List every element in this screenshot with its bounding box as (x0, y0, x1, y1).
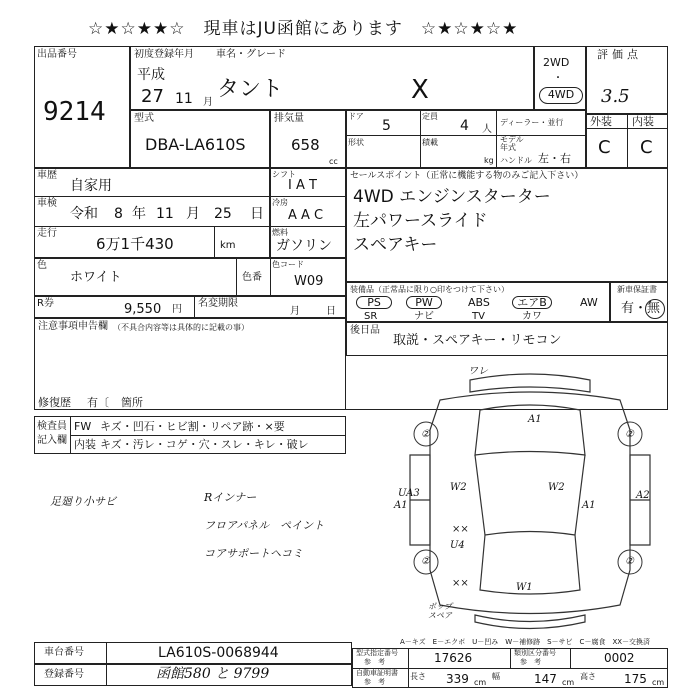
equip-aw: AW (580, 296, 598, 309)
notes-label: 注意事項申告欄 (38, 321, 108, 332)
handwritten-right-2: フロアパネル ペイント (204, 519, 325, 532)
diagram-c2-fr: ② (625, 429, 634, 440)
inspector-interior: 内装 (74, 438, 96, 451)
equip-pw: PW (406, 296, 442, 309)
int-label: 内装 (632, 115, 654, 128)
inspection-month: 11 (156, 206, 174, 222)
diagram-xx-2: ×× (452, 578, 469, 589)
height-unit: cm (652, 678, 665, 687)
notes-note: （不具合内容等は具体的に記載の事） (113, 323, 249, 332)
handwritten-left: 足廻り小サビ (50, 495, 116, 508)
length-value: 339 (446, 672, 469, 686)
lot-label: 出品番号 (37, 49, 77, 60)
equip-ps: PS (356, 296, 392, 309)
width-value: 147 (534, 672, 557, 686)
name-change-day: 日 (326, 306, 336, 317)
accessories-box (346, 322, 668, 356)
plate-label: 登録番号 (44, 669, 84, 680)
capacity-unit: 人 (482, 124, 492, 135)
header-title: ☆★☆★★☆ 現車はJU函館にあります ☆★☆★☆★ (88, 19, 519, 39)
cert-ref: 参 考 (364, 678, 385, 686)
inspection-label: 車検 (37, 198, 57, 209)
height-label: 高さ (580, 672, 596, 681)
drive-dot: ・ (553, 73, 563, 84)
diagram-xx-1: ×× (452, 524, 469, 535)
warranty-label: 新車保証書 (617, 285, 657, 294)
color-code-value: W09 (294, 274, 324, 289)
dealer-label: ディーラー・並行 (500, 118, 564, 127)
displacement-unit: cc (329, 157, 338, 166)
diagram-a1-top: A1 (528, 414, 542, 425)
notes-box (34, 318, 346, 410)
diagram-w2-left: W2 (450, 482, 467, 493)
drive-2wd: 2WD (543, 56, 570, 69)
model-year-label: モデル 年式 (500, 135, 524, 152)
type-number-value: 17626 (434, 651, 473, 665)
fuel-label: 燃料 (272, 228, 288, 237)
accessories-label: 後日品 (350, 325, 380, 336)
inspection-year: 8 (114, 206, 123, 222)
accessories-value: 取説・スペアキー・リモコン (393, 333, 562, 348)
repair-label: 修復歴 (38, 396, 71, 409)
equip-airbag: エアB (512, 296, 552, 309)
ext-value: C (598, 137, 611, 158)
diagram-ua3: UA3 (398, 488, 420, 499)
car-diagram (380, 360, 680, 640)
inspector-fw: FW (74, 420, 92, 433)
equipment-label: 装備品（正常品に限り○印をつけて下さい） (350, 285, 509, 294)
equip-sr: SR (364, 311, 378, 322)
recycle-label: R券 (37, 298, 54, 309)
displacement-value: 658 (291, 136, 320, 154)
displacement-box (270, 110, 346, 168)
equip-leather: カワ (522, 311, 542, 322)
length-unit: cm (474, 678, 487, 687)
color-code-label: 色コード (272, 260, 304, 269)
sales-point-2: 左パワースライド (353, 211, 488, 231)
color-code-num-label: 色番 (242, 272, 262, 283)
lot-number: 9214 (43, 97, 106, 127)
damage-legend: A－キズ E－エクボ U－凹み W－補修跡 S－サビ C－腐食 XX－交換済 (400, 638, 651, 646)
load-unit: kg (484, 156, 494, 165)
name-change-label: 名変期限 (198, 298, 238, 309)
inspection-year-unit: 年 (132, 206, 146, 222)
drive-4wd: 4WD (539, 87, 583, 104)
diagram-a2: A2 (636, 490, 650, 501)
equip-abs: ABS (468, 296, 490, 309)
inspection-month-unit: 月 (186, 206, 200, 222)
reg-era: 平成 (137, 67, 165, 83)
car-name: タント (217, 77, 284, 102)
diagram-a1-right: A1 (582, 500, 596, 511)
drive-box (534, 46, 586, 110)
car-name-label: 車名・グレード (216, 49, 286, 60)
handle-label: ハンドル (500, 156, 532, 165)
color-label: 色 (37, 260, 47, 271)
diagram-front-label: ワレ (468, 366, 488, 377)
doors-label: ドア (348, 112, 364, 121)
history-value: 自家用 (70, 178, 112, 194)
history-label: 車歴 (37, 170, 57, 181)
ac-label: 冷房 (272, 198, 288, 207)
fuel-value: ガソリン (276, 238, 332, 254)
load-label: 積載 (422, 138, 438, 147)
diagram-w1: W1 (516, 582, 533, 593)
equip-tv: TV (472, 311, 485, 322)
diagram-u4: U4 (450, 540, 465, 551)
capacity-label: 定員 (422, 112, 438, 121)
inspector-row-1: キズ・凹石・ヒビ割・リペア跡・×要 (100, 420, 285, 433)
lot-box (34, 46, 130, 168)
model-box (130, 110, 270, 168)
class-number-value: 0002 (604, 651, 635, 665)
class-number-ref: 参 考 (520, 658, 541, 666)
diagram-c2-rl: ② (421, 556, 430, 567)
plate-value: 函館580 と 9799 (156, 666, 270, 682)
name-change-month: 月 (290, 306, 300, 317)
capacity-value: 4 (460, 118, 469, 134)
warranty-value: 有・無 (621, 301, 661, 316)
inspector-label-1: 検査員 (37, 421, 67, 432)
handle-value: 左・右 (538, 152, 571, 165)
chassis-value: LA610S-0068944 (158, 645, 279, 661)
sales-points-label: セールスポイント（正常に機能する物のみご記入下さい） (350, 171, 584, 181)
reg-year: 27 (141, 86, 164, 107)
repair-unit: 箇所 (121, 396, 143, 409)
diagram-a1-left: A1 (394, 500, 408, 511)
inspector-row-2: キズ・汚レ・コゲ・穴・スレ・キレ・破レ (100, 438, 309, 451)
diagram-c2-rr: ② (625, 556, 634, 567)
sales-point-3: スペアキー (353, 235, 438, 255)
reg-month: 11 (175, 91, 193, 107)
score-label: 評価点 (597, 48, 642, 61)
shift-label: シフト (272, 170, 296, 179)
score-box (586, 46, 668, 114)
displacement-label: 排気量 (274, 113, 304, 124)
shift-value: I A T (288, 178, 317, 193)
inspection-day: 25 (214, 206, 232, 222)
reg-label: 初度登録年月 (134, 49, 194, 60)
score-value: 3.5 (601, 86, 630, 107)
repair-value: 有〔 (87, 396, 109, 409)
car-grade: X (411, 75, 429, 105)
chassis-label: 車台番号 (44, 647, 84, 658)
registration-box (130, 46, 534, 110)
height-value: 175 (624, 672, 647, 686)
length-label: 長さ (410, 672, 426, 681)
mileage-value: 6万1千430 (96, 235, 174, 253)
type-number-ref: 参 考 (364, 658, 385, 666)
recycle-value: 9,550 (124, 302, 162, 317)
equip-navi: ナビ (414, 311, 434, 322)
diagram-spare: ポップ スペア (428, 602, 452, 620)
type-number-label: 型式指定番号 (356, 649, 398, 657)
handwritten-right-3: コアサポートヘコミ (204, 547, 303, 560)
handwritten-right-1: Rインナー (204, 491, 257, 504)
ac-value: A A C (288, 208, 324, 223)
doors-value: 5 (382, 118, 391, 134)
warranty-box (610, 282, 668, 322)
width-label: 幅 (492, 672, 500, 681)
warranty-circle (645, 299, 665, 319)
inspection-era: 令和 (70, 206, 98, 222)
sales-point-1: 4WD エンジンスターター (353, 187, 551, 207)
color-value: ホワイト (70, 270, 122, 285)
diagram-c2-fl: ② (421, 429, 430, 440)
inspection-day-unit: 日 (250, 206, 264, 222)
reg-month-unit: 月 (203, 97, 213, 108)
recycle-unit: 円 (172, 304, 182, 315)
cert-label: 自動車証明書 (356, 669, 398, 677)
diagram-w2-right: W2 (548, 482, 565, 493)
class-number-label: 類別区分番号 (514, 649, 556, 657)
shape-label: 形状 (348, 138, 364, 147)
ext-label: 外装 (590, 115, 612, 128)
sales-points-box (346, 168, 668, 282)
model-label: 型式 (134, 113, 154, 124)
inspector-label-2: 記入欄 (37, 435, 67, 446)
mileage-label: 走行 (37, 228, 57, 239)
width-unit: cm (562, 678, 575, 687)
mileage-unit: km (220, 240, 236, 251)
int-value: C (640, 137, 653, 158)
model-value: DBA-LA610S (145, 135, 246, 154)
